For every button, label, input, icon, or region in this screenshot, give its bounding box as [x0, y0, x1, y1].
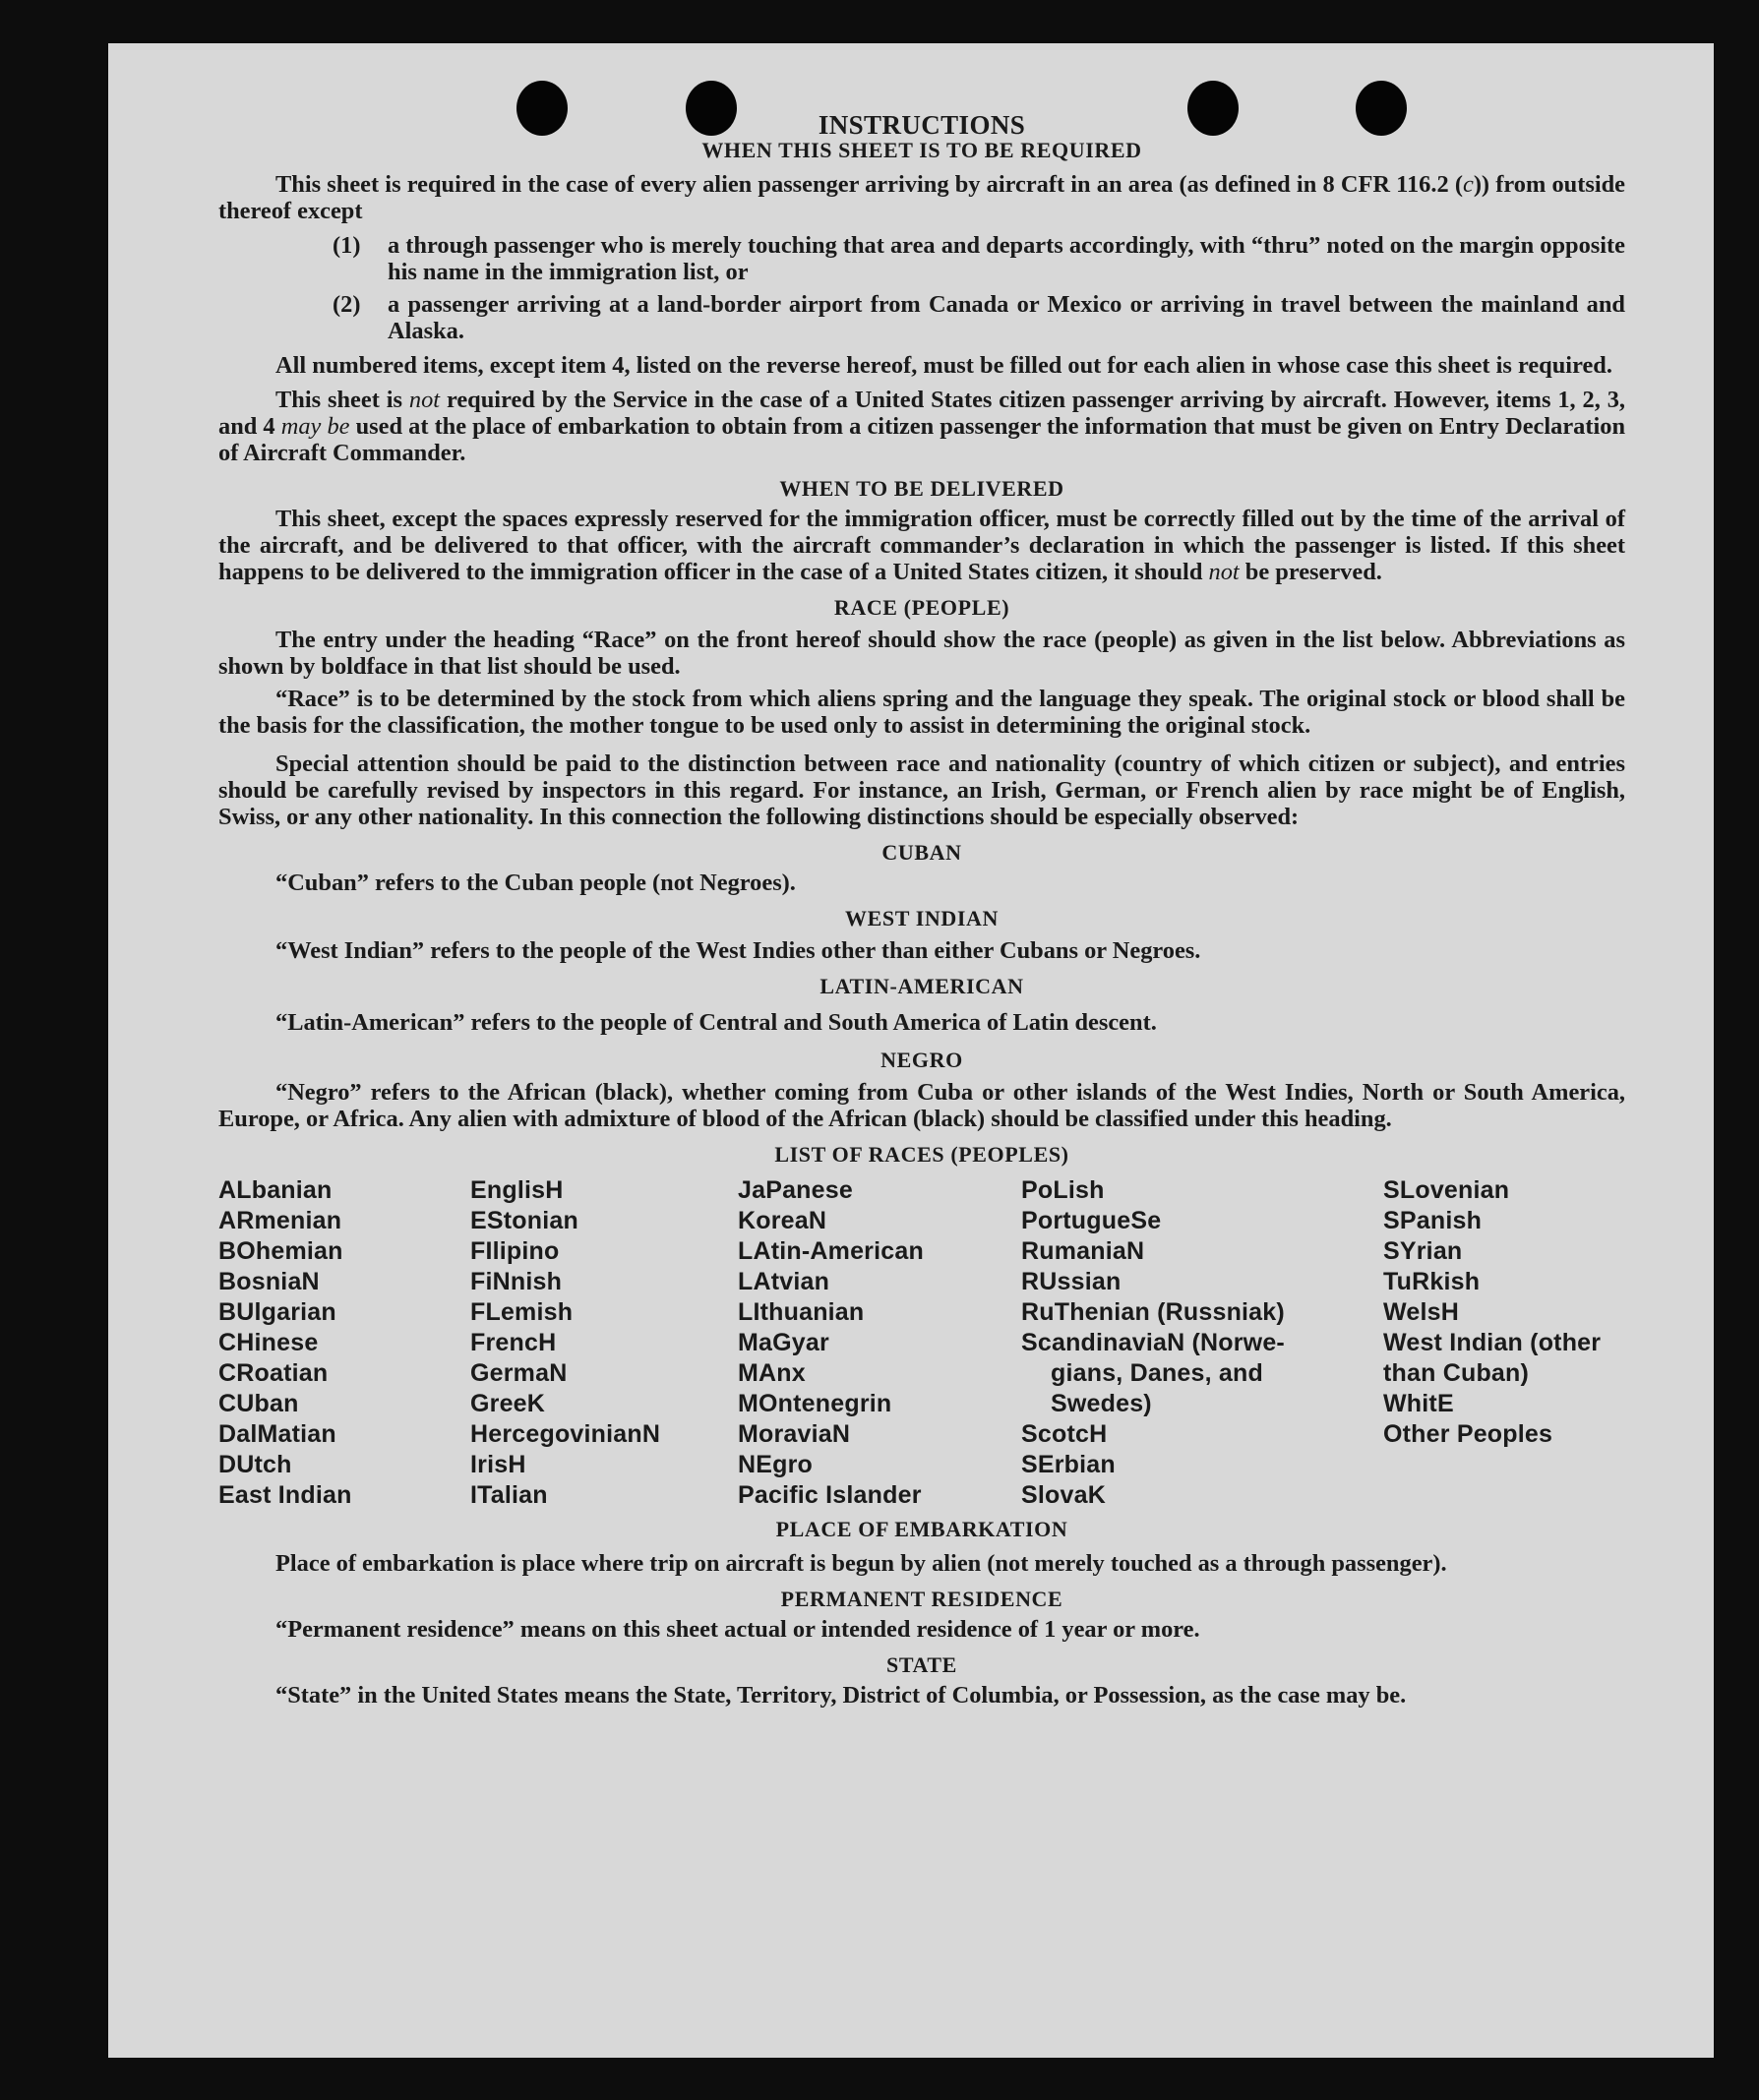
- race-entry: EStonian: [470, 1207, 578, 1234]
- race-entry: GreeK: [470, 1390, 546, 1417]
- state-heading: STATE: [886, 1652, 957, 1677]
- latin-american-heading: LATIN-AMERICAN: [819, 974, 1024, 998]
- race-entry: JaPanese: [738, 1176, 853, 1204]
- race-entry: LAtin-American: [738, 1237, 924, 1265]
- race-entry: MOntenegrin: [738, 1390, 892, 1417]
- race-heading: RACE (PEOPLE): [833, 595, 1010, 620]
- latin-american-text: “Latin-American” refers to the people of Central and South America of Latin descent.: [275, 1009, 1157, 1036]
- instructions-content: [218, 112, 1625, 1709]
- exception-item: (2) a passenger arriving at a land-border airport from Canada or Mexico or arriving in travel between the mainland and Alaska.: [333, 291, 1625, 344]
- cuban-heading: CUBAN: [881, 840, 962, 865]
- race-entry: GermaN: [470, 1359, 568, 1387]
- race-entry: SYrian: [1383, 1237, 1463, 1265]
- race-entry: FrencH: [470, 1329, 557, 1356]
- list-of-races-heading: LIST OF RACES (PEOPLES): [774, 1142, 1069, 1167]
- race-entry: RuThenian (Russniak): [1021, 1298, 1285, 1326]
- race-entry-continued: Swedes): [1051, 1390, 1152, 1417]
- page-title: INSTRUCTIONS: [818, 110, 1026, 140]
- race-entry: DalMatian: [218, 1420, 336, 1448]
- races-column: [1021, 1175, 1383, 1511]
- race-entry: ScotcH: [1021, 1420, 1108, 1448]
- race-paragraph: The entry under the heading “Race” on the front hereof should show the race (people) as given in the list below. Abbreviations as shown by boldface in that list should be used.: [218, 627, 1625, 680]
- races-column: [1383, 1175, 1625, 1511]
- races-list: [218, 1175, 1625, 1511]
- race-entry: KoreaN: [738, 1207, 827, 1234]
- race-entry: SLovenian: [1383, 1176, 1510, 1204]
- races-column: [738, 1175, 1021, 1511]
- citizen-paragraph: This sheet is not required by the Service in the case of a United States citizen passenger arriving by aircraft. However, items 1, 2, 3, and 4 may be used at the place of embarkation to obtain from a citizen passenger the information that must be given on Entry Declaration of Aircraft Commander.: [218, 387, 1626, 466]
- race-entry: BosniaN: [218, 1268, 320, 1295]
- negro-text: “Negro” refers to the African (black), whether coming from Cuba or other islands of the West Indies, North or South America, Europe, or Africa. Any alien with admixture of blood of the African (black) should be classified under this heading.: [218, 1079, 1625, 1132]
- race-paragraph: “Race” is to be determined by the stock from which aliens spring and the language they speak. The original stock or blood shall be the basis for the classification, the mother tongue to be used only to assist in determining the original stock.: [218, 686, 1625, 739]
- race-entry: PortugueSe: [1021, 1207, 1162, 1234]
- race-entry: CRoatian: [218, 1359, 329, 1387]
- race-entry-continued: gians, Danes, and: [1051, 1359, 1263, 1387]
- race-entry: SlovaK: [1021, 1481, 1106, 1509]
- race-entry: MoraviaN: [738, 1420, 851, 1448]
- race-entry: RumaniaN: [1021, 1237, 1145, 1265]
- race-entry: WhitE: [1383, 1390, 1454, 1417]
- race-entry: ITalian: [470, 1481, 548, 1509]
- race-entry: East Indian: [218, 1481, 352, 1509]
- negro-heading: NEGRO: [880, 1048, 963, 1072]
- race-entry: MaGyar: [738, 1329, 829, 1356]
- race-entry: BUlgarian: [218, 1298, 336, 1326]
- race-paragraph: Special attention should be paid to the distinction between race and nationality (country of which citizen or subject), and entries should be carefully revised by inspectors in this regard. For instance, an Irish, German, or French alien by race might be of English, Swiss, or any other nationality. In this connection the following distinctions should be especially observed:: [218, 750, 1625, 830]
- west-indian-heading: WEST INDIAN: [845, 906, 999, 930]
- west-indian-text: “West Indian” refers to the people of the West Indies other than either Cubans or Negroes.: [275, 937, 1201, 964]
- race-entry: West Indian (other than Cuban): [1383, 1329, 1602, 1387]
- race-entry: DUtch: [218, 1451, 292, 1478]
- exception-item: (1) a through passenger who is merely touching that area and departs accordingly, with “thru” noted on the margin opposite his name in the immigration list, or: [333, 232, 1625, 285]
- race-entry: FIlipino: [470, 1237, 560, 1265]
- document-sheet: [108, 43, 1714, 2058]
- when-required-heading: WHEN THIS SHEET IS TO BE REQUIRED: [701, 138, 1142, 162]
- when-delivered-heading: WHEN TO BE DELIVERED: [779, 476, 1064, 501]
- race-entry: MAnx: [738, 1359, 806, 1387]
- race-entry: Pacific Islander: [738, 1481, 922, 1509]
- embarkation-text: Place of embarkation is place where trip on aircraft is begun by alien (not merely touched as a through passenger).: [275, 1550, 1447, 1577]
- race-entry: Other Peoples: [1383, 1420, 1553, 1448]
- state-text: “State” in the United States means the State, Territory, District of Columbia, or Possession, as the case may be.: [275, 1682, 1407, 1709]
- when-delivered-text: This sheet, except the spaces expressly reserved for the immigration officer, must be correctly filled out by the time of the arrival of the aircraft, and be delivered to that officer, with the aircraft commander’s declaration in which the passenger is listed. If this sheet happens to be delivered to the immigration officer in the case of a United States citizen, it should not be preserved.: [218, 506, 1625, 585]
- residence-heading: PERMANENT RESIDENCE: [780, 1587, 1063, 1611]
- race-entry: IrisH: [470, 1451, 526, 1478]
- race-entry: FLemish: [470, 1298, 574, 1326]
- race-entry: WelsH: [1383, 1298, 1459, 1326]
- race-entry: ScandinaviaN (Norwe-: [1021, 1329, 1285, 1356]
- race-entry: ARmenian: [218, 1207, 342, 1234]
- race-entry: BOhemian: [218, 1237, 343, 1265]
- race-entry: FiNnish: [470, 1268, 563, 1295]
- race-entry: NEgro: [738, 1451, 813, 1478]
- race-entry: EnglisH: [470, 1176, 564, 1204]
- race-entry: TuRkish: [1383, 1268, 1481, 1295]
- race-entry: LIthuanian: [738, 1298, 865, 1326]
- race-entry: PoLish: [1021, 1176, 1105, 1204]
- races-column: [218, 1175, 470, 1511]
- race-entry: HercegovinianN: [470, 1420, 661, 1448]
- embarkation-heading: PLACE OF EMBARKATION: [775, 1517, 1068, 1541]
- residence-text: “Permanent residence” means on this sheet actual or intended residence of 1 year or more.: [275, 1616, 1200, 1643]
- race-entry: SPanish: [1383, 1207, 1483, 1234]
- when-required-intro: This sheet is required in the case of every alien passenger arriving by aircraft in an area (as defined in 8 CFR 116.2 (c)) from outside thereof except: [218, 171, 1625, 224]
- race-entry: LAtvian: [738, 1268, 830, 1295]
- race-entry: ALbanian: [218, 1176, 333, 1204]
- race-entry: RUssian: [1021, 1268, 1122, 1295]
- race-entry: CUban: [218, 1390, 299, 1417]
- numbered-items-paragraph: All numbered items, except item 4, listed on the reverse hereof, must be filled out for each alien in whose case this sheet is required.: [275, 352, 1612, 379]
- race-entry: SErbian: [1021, 1451, 1116, 1478]
- race-entry: CHinese: [218, 1329, 319, 1356]
- races-column: [470, 1175, 738, 1511]
- cuban-text: “Cuban” refers to the Cuban people (not Negroes).: [275, 870, 796, 896]
